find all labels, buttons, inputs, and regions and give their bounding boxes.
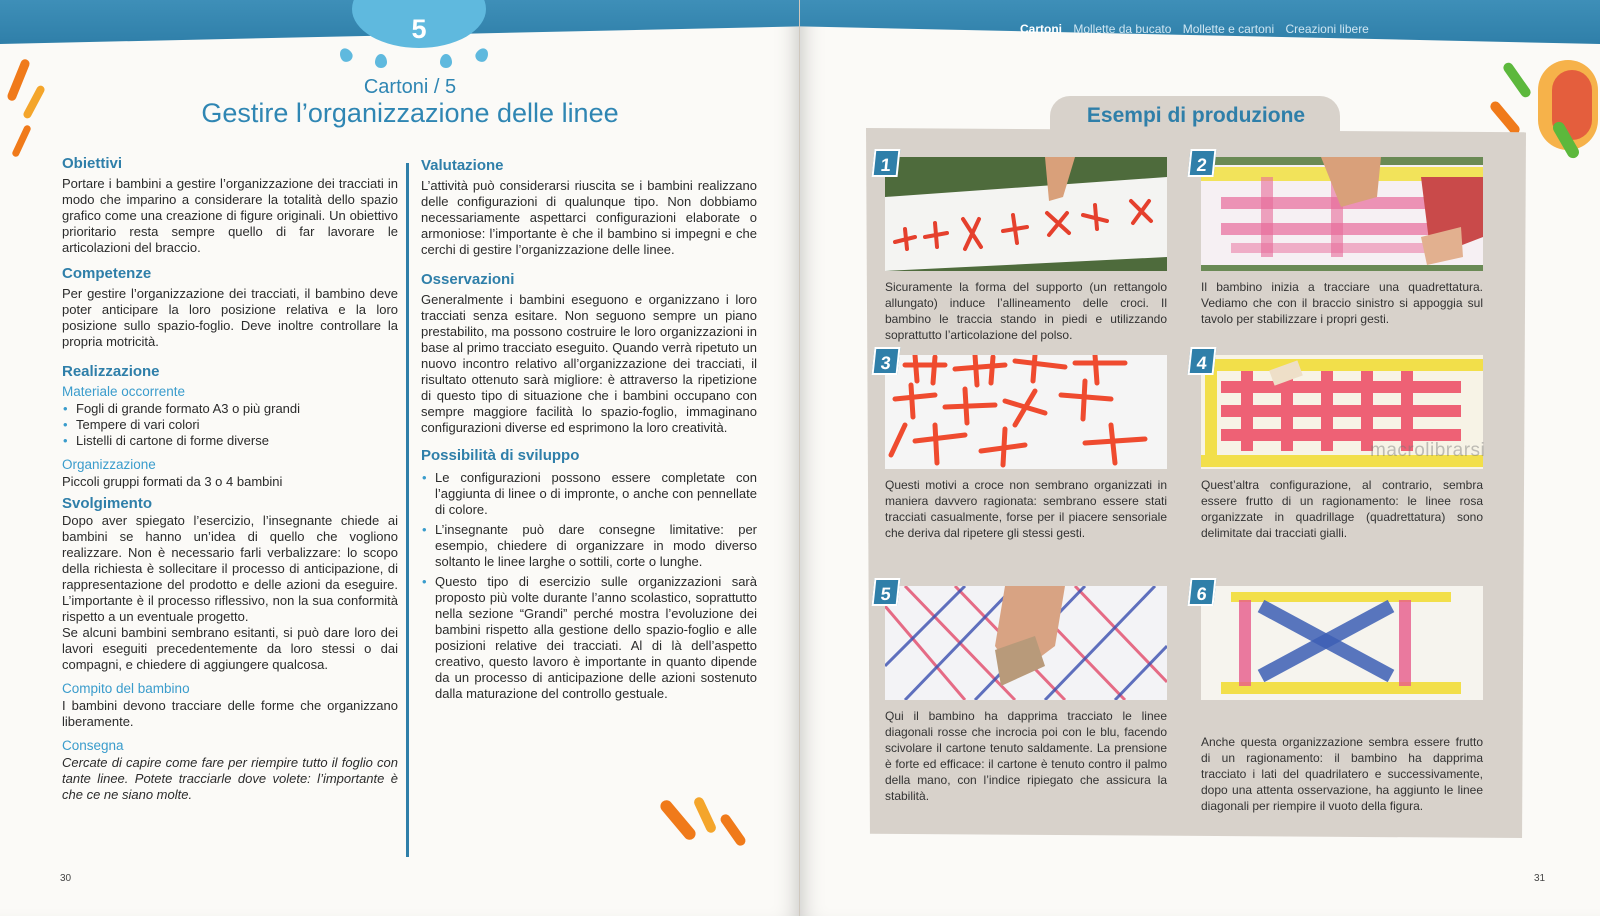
right-page <box>800 0 1600 916</box>
list-item: • L’insegnante può dare consegne limitative: per esempio, chiedere di organizzare in modo diverso soltanto le linee larghe o sottili, corte o lunghe. <box>421 522 757 570</box>
example-caption: Sicuramente la forma del supporto (un rettangolo allungato) induce l’allineamento delle croci. Il bambino le traccia stando in piedi e utilizzando soprattutto l’articolazione del polso. <box>885 280 1167 342</box>
example-photo <box>1201 586 1483 700</box>
osservazioni-heading: Osservazioni <box>421 271 515 288</box>
left-column <box>62 156 398 803</box>
consegna-heading: Consegna <box>62 738 124 753</box>
materiale-list <box>62 401 398 449</box>
competenze-text: Per gestire l’organizzazione dei tracciati, il bambino deve poter anticipare la loro posizione relativa e la loro posizione sullo spazio-foglio. Deve inoltre controllare la propria motricità. <box>62 286 398 349</box>
section-nav <box>1020 22 1377 36</box>
example-caption: Questi motivi a croce non sembrano organizzati in maniera davvero ragionata: sembrano essere stati tracciati casualmente, forse per il piacere sensoriale che deriva dal ripetere gli stessi gesti. <box>885 478 1167 540</box>
right-column <box>421 158 757 706</box>
paint-drop-icon <box>375 54 387 68</box>
paint-drop-icon <box>473 46 490 64</box>
example-number-badge: 1 <box>872 149 901 177</box>
valutazione-heading: Valutazione <box>421 157 504 174</box>
compito-heading: Compito del bambino <box>62 681 190 696</box>
example-caption: Anche questa organizzazione sembra essere frutto di un ragionamento: il bambino ha dapprima tracciato i lati del quadrilatero e successivamente, dopo una attenta osservazione, ha aggiunto le linee diagonali per riempire il vuoto della figura. <box>1201 735 1483 813</box>
example-number-badge: 4 <box>1188 347 1217 375</box>
sviluppo-list <box>421 470 757 702</box>
svolgimento-text: Dopo aver spiegato l’esercizio, l’insegnante chiede ai bambini se hanno un’idea di quello che vogliono realizzare. Non è necessario farli verbalizzare: lo scopo della richiesta è sollecitare il processo di anticipazione, di rappresentazione del prodotto e delle azioni da eseguire. L’importante è il processo riflessivo, non la sua conformità rispetto a un eventuale progetto. <box>62 513 398 624</box>
page-title: Gestire l’organizzazione delle linee <box>201 98 619 128</box>
list-item: • Fogli di grande formato A3 o più grandi <box>62 401 398 417</box>
example-photo <box>1201 157 1483 271</box>
nav-item-cartoni[interactable]: Cartoni <box>1020 22 1062 36</box>
example-number-badge: 6 <box>1188 578 1217 606</box>
nav-item-creazioni-libere[interactable]: Creazioni libere <box>1285 22 1369 36</box>
page-number: 30 <box>60 873 72 884</box>
realizzazione-heading: Realizzazione <box>62 363 160 380</box>
page-number: 31 <box>1534 873 1546 884</box>
chapter-number: 5 <box>411 14 427 44</box>
obiettivi-heading: Obiettivi <box>62 155 123 172</box>
example-number-badge: 3 <box>872 347 901 375</box>
list-item: • Listelli di cartone di forme diverse <box>62 433 398 449</box>
organizzazione-heading: Organizzazione <box>62 457 156 472</box>
svolgimento-heading: Svolgimento <box>62 495 153 512</box>
obiettivi-text: Portare i bambini a gestire l’organizzazione dei tracciati in modo che imparino a considerare la totalità dello spazio grafico come una creazione di figure originali. Un obiettivo prioritario resta sempre quello di far lavorare le articolazioni del braccio. <box>62 176 398 255</box>
sviluppo-heading: Possibilità di sviluppo <box>421 447 580 464</box>
paint-drop-icon <box>337 46 354 64</box>
competenze-heading: Competenze <box>62 265 152 282</box>
organizzazione-text: Piccoli gruppi formati da 3 o 4 bambini <box>62 474 283 489</box>
example-number-badge: 5 <box>872 578 901 606</box>
list-item: • Questo tipo di esercizio sulle organizzazioni sarà proposto più volte durante l’anno scolastico, soprattutto nella sezione “Grandi” perché mostra l’evoluzione dei bambini rispetto alla gestione dello spazio-foglio e alle posizioni relative dei tracciati. Al di là dell’aspetto creativo, questo lavoro è importante in quanto dipende da un processo di anticipazione delle azioni sostenuto dalla maturazione del controllo gestuale. <box>421 574 757 702</box>
consegna-text: Cercate di capire come fare per riempire tutto il foglio con tante linee. Potete tracciarle dove volete: l’importante è che ce ne siano molte. <box>62 755 398 802</box>
materiale-heading: Materiale occorrente <box>62 384 186 399</box>
watermark: macrolibrarsi <box>1370 440 1486 461</box>
example-caption: Quest’altra configurazione, al contrario, sembra essere frutto di un ragionamento: le linee rosa organizzate in quadrillage (quadrettatura) sono delimitate dai tracciati gialli. <box>1201 478 1483 540</box>
example-number-badge: 2 <box>1188 149 1217 177</box>
example-photo <box>885 157 1167 271</box>
example-photo <box>885 355 1167 469</box>
column-divider <box>406 163 409 857</box>
svolgimento-text-2: Se alcuni bambini sembrano esitanti, si può dare loro dei lavori eseguiti precedentemente da loro stessi o dai compagni, e chiedere di aggiungere qualcosa. <box>62 625 398 672</box>
nav-item-mollette-da-bucato[interactable]: Mollette da bucato <box>1073 22 1172 36</box>
paint-drop-icon <box>440 54 452 68</box>
valutazione-text: L’attività può considerarsi riuscita se i bambini realizzano delle configurazioni di qualunque tipo. Non dobbiamo necessariamente aspettarci configurazioni elaborate o armoniose: l’importante è che il bambino si impegni e che cerchi di gestire l’organizzazione delle linee. <box>421 178 757 257</box>
list-item: • Le configurazioni possono essere completate con l’aggiunta di linee o di impronte, o anche con pennellate di colore. <box>421 470 757 518</box>
nav-item-mollette-e-cartoni[interactable]: Mollette e cartoni <box>1182 22 1275 36</box>
example-caption: Il bambino inizia a tracciare una quadrettatura. Vediamo che con il braccio sinistro si appoggia sul tavolo per stabilizzare i propri gesti. <box>1201 280 1483 326</box>
compito-text: I bambini devono tracciare delle forme che organizzano liberamente. <box>62 698 398 729</box>
chapter-subtitle: Cartoni / 5 <box>363 76 457 98</box>
list-item: • Tempere di vari colori <box>62 417 398 433</box>
example-caption: Qui il bambino ha dapprima tracciato le linee diagonali rosse che incrocia poi con le blu, facendo scivolare il cartone tenuto saldamente. La prensione è forte ed efficace: il cartone è tenuto contro il palmo della mano, con l’indice ripiegato che assicura la stabilità. <box>885 709 1167 803</box>
osservazioni-text: Generalmente i bambini eseguono e organizzano i loro tracciati senza esitare. Non seguono sempre un piano prestabilito, ma possono costruire le loro organizzazioni in base al primo tracciato eseguito. Quando verrà ripetuto un nuovo incontro relativo all’organizzazione dei tracciati, il risultato ottenuto sarà migliore: è attraverso la ripetizione di questo tipo di situazione che i bambini occupano con sempre maggiore facilità lo spazio-foglio, immaginano configurazioni diverse ed esprimono la loro creatività. <box>421 292 757 435</box>
chapter-badge <box>352 0 486 44</box>
example-photo <box>885 586 1167 700</box>
panel-title: Esempi di produzione <box>1086 104 1306 127</box>
